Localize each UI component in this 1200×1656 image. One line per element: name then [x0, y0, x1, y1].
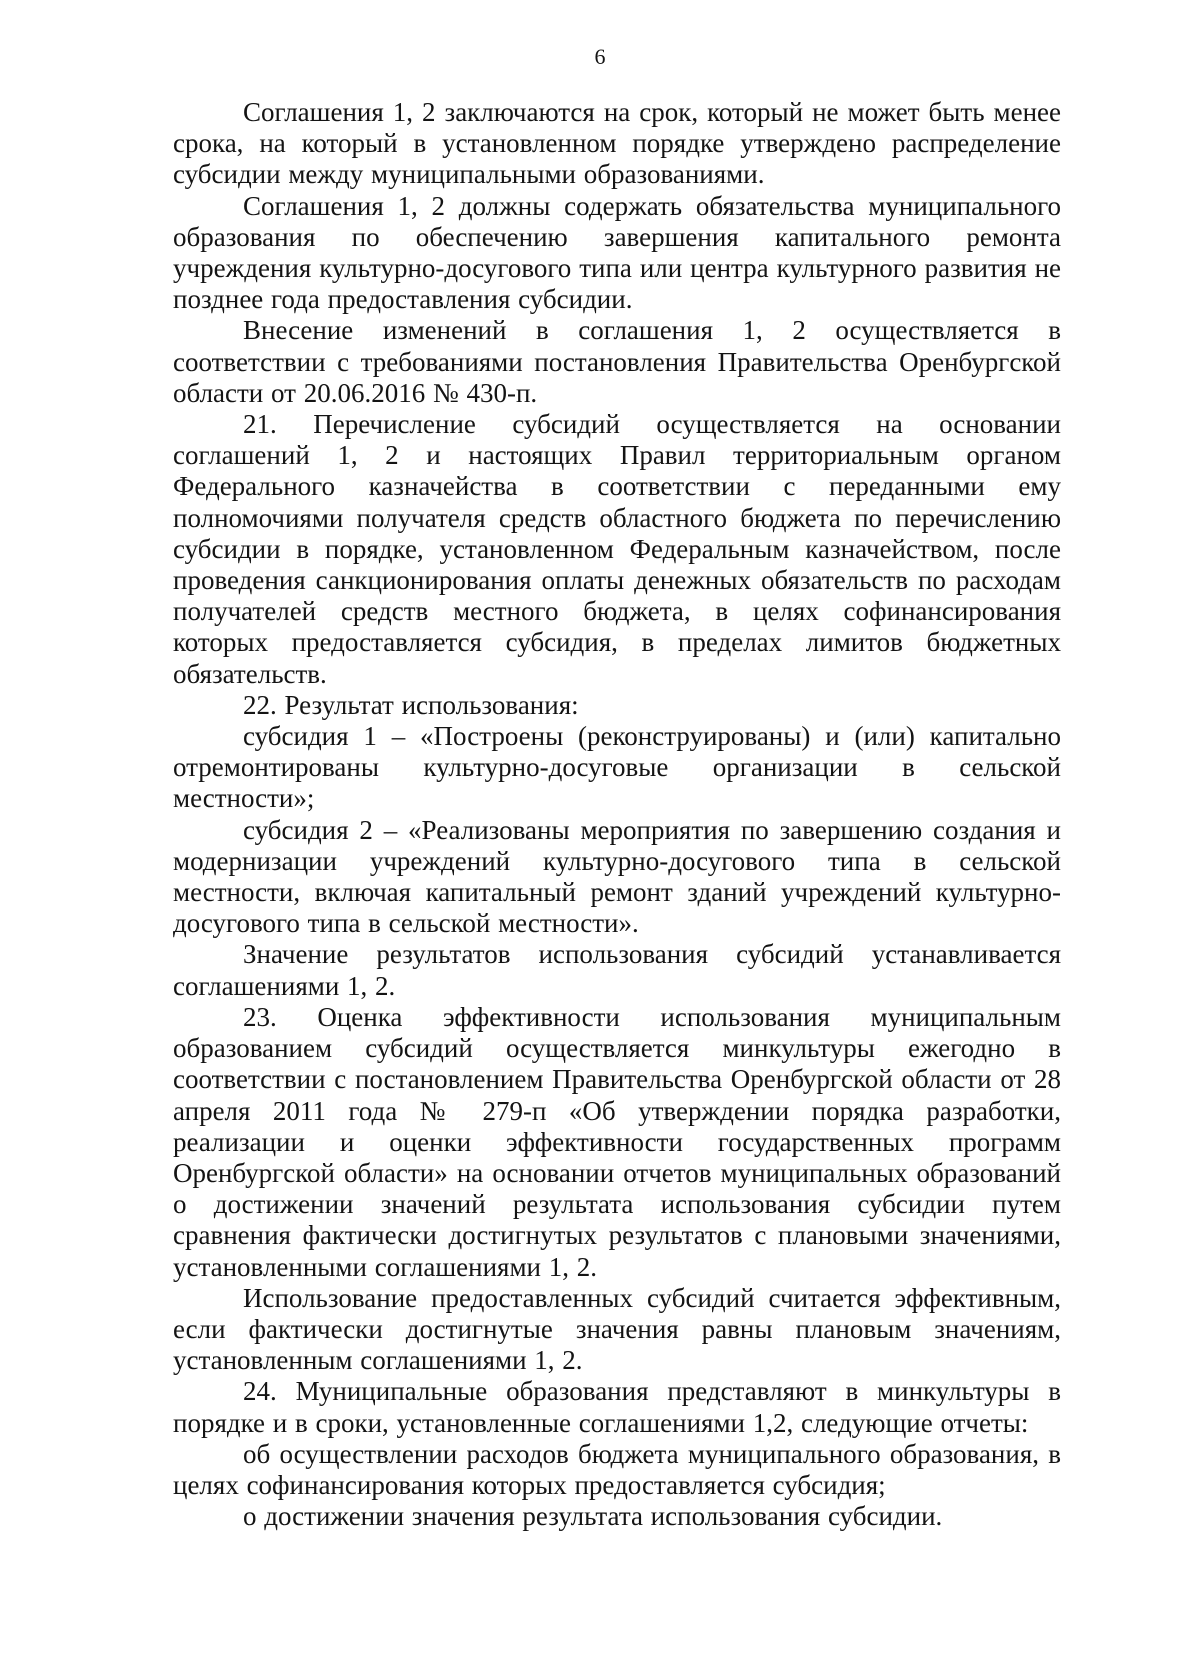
paragraph-effectiveness: Использование предоставленных субсидий считается эффективным, если фактически достигнутые значения равны плановым значениям, установленным соглашениями 1, 2. [173, 1282, 1061, 1376]
paragraph-item-23: 23. Оценка эффективности использования муниципальным образованием субсидий осуществляется минкультуры ежегодно в соответствии с постановлением Правительства Оренбургской области от 28 апреля 2011 года № 279-п «Об утверждении порядка разработки, реализации и оценки эффективности государственных программ Оренбургской области» на основании отчетов муниципальных образований о достижении значений результата использования субсидии путем сравнения фактически достигнутых результатов с плановыми значениями, установленными соглашениями 1, 2. [173, 1001, 1061, 1282]
document-body [173, 97, 1061, 1532]
paragraph-item-21: 21. Перечисление субсидий осуществляется на основании соглашений 1, 2 и настоящих Правил территориальным органом Федерального казначейства в соответствии с переданными ему полномочиями получателя средств областного бюджета по перечислению субсидии в порядке, установленном Федеральным казначейством, после проведения санкционирования оплаты денежных обязательств по расходам получателей средств местного бюджета, в целях софинансирования которых предоставляется субсидия, в пределах лимитов бюджетных обязательств. [173, 409, 1061, 689]
paragraph-item-22: 22. Результат использования: [243, 689, 579, 720]
paragraph-subsidy-2: субсидия 2 – «Реализованы мероприятия по завершению создания и модернизации учреждений культурно-досугового типа в сельской местности, включая капитальный ремонт зданий учреждений культурно-досугового типа в сельской местности». [173, 814, 1061, 939]
paragraph-subsidy-1: субсидия 1 – «Построены (реконструированы) и (или) капитально отремонтированы культурно-досуговые организации в сельской местности»; [173, 721, 1061, 814]
paragraph-agreement-changes: Внесение изменений в соглашения 1, 2 осуществляется в соответствии с требованиями постановления Правительства Оренбургской области от 20.06.2016 № 430-п. [173, 315, 1061, 408]
paragraph-agreement-obligations: Соглашения 1, 2 должны содержать обязательства муниципального образования по обеспечению завершения капитального ремонта учреждения культурно-досугового типа или центра культурного развития не позднее года предоставления субсидии. [173, 190, 1061, 315]
page-number: 6 [594, 44, 606, 69]
paragraph-report-results: о достижении значения результата использования субсидии. [243, 1501, 943, 1532]
paragraph-report-expenses: об осуществлении расходов бюджета муниципального образования, в целях софинансирования которых предоставляется субсидия; [173, 1438, 1061, 1500]
paragraph-item-24: 24. Муниципальные образования представляют в минкультуры в порядке и в сроки, установленные соглашениями 1,2, следующие отчеты: [173, 1376, 1061, 1438]
paragraph-results-value: Значение результатов использования субсидий устанавливается соглашениями 1, 2. [173, 939, 1061, 1001]
paragraph-agreement-term: Соглашения 1, 2 заключаются на срок, который не может быть менее срока, на который в установленном порядке утверждено распределение субсидии между муниципальными образованиями. [173, 97, 1061, 190]
